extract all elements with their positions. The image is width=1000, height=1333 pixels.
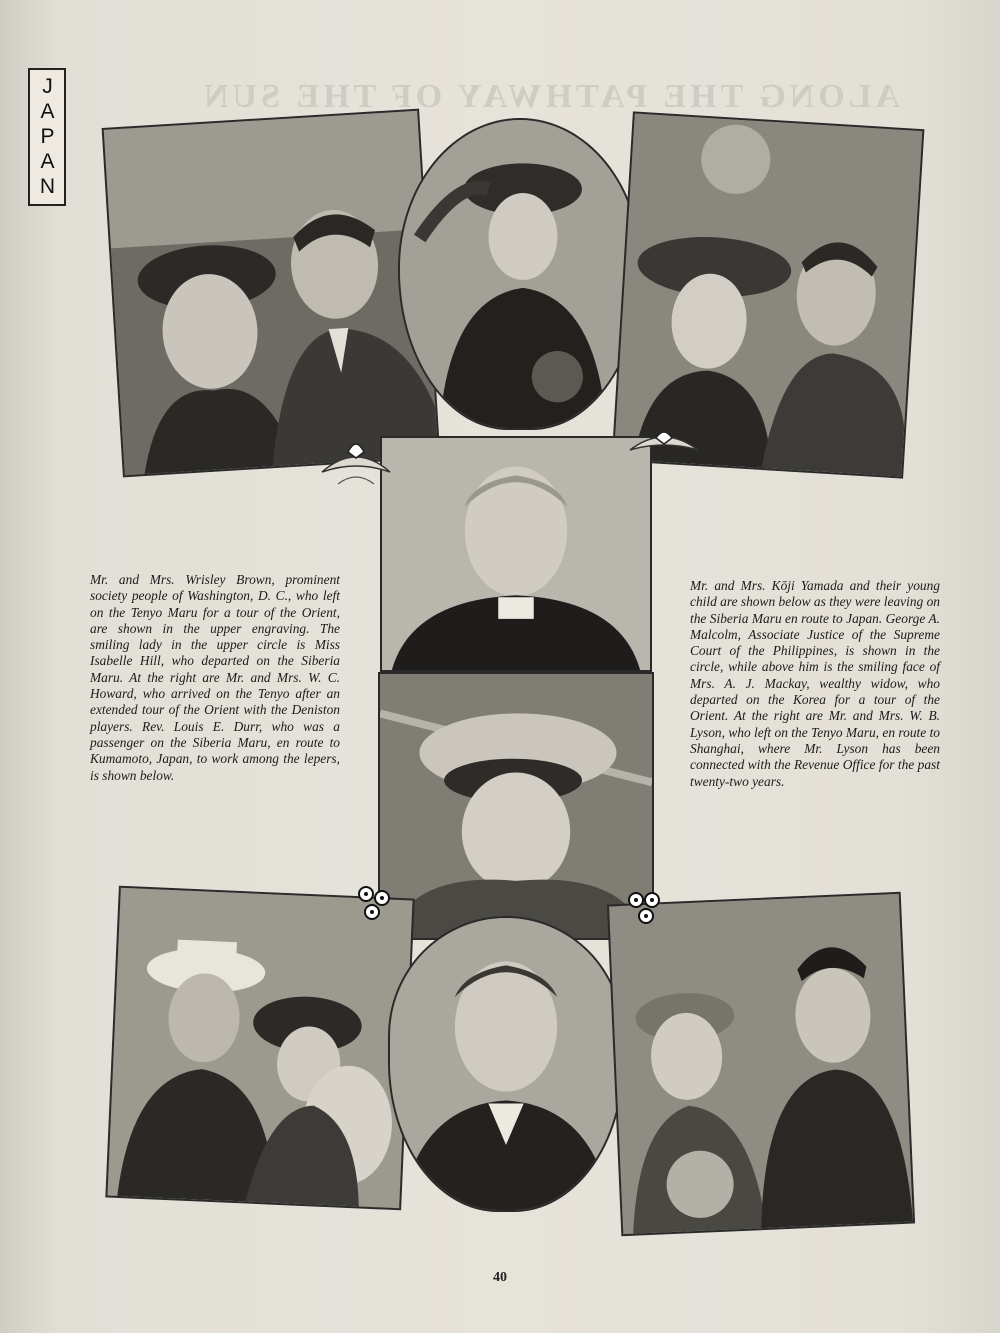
bird-ornament-left [318, 432, 394, 492]
flower-ornament-left [352, 882, 394, 924]
photo-wb-lyson [607, 892, 915, 1237]
flower-ornament-right [624, 888, 666, 930]
section-tab-label: JAPAN [36, 74, 59, 200]
photo-louis-durr [380, 436, 652, 672]
page-number: 40 [493, 1270, 507, 1285]
section-tab [28, 68, 66, 206]
bird-ornament-right [626, 424, 702, 464]
show-through-header: ALONG THE PATHWAY OF THE SUN [200, 78, 900, 115]
photo-wrisley-brown [102, 109, 441, 478]
photo-aj-mackay [378, 672, 654, 940]
photo-koji-yamada [105, 886, 414, 1211]
caption-right: Mr. and Mrs. Kōji Yamada and their young child are shown below as they were leaving on the Siberia Maru en route to Japan. George A. Malcolm, Associate Justice of the Supreme Court of the Philippines, is shown in the circle, while above him is the smiling face of Mrs. A. J. Mackay, wealthy widow, who departed on the Korea for a tour of the Orient. At the right are Mr. and Mrs. W. B. Lyson, who left on the Tenyo Maru, en route to Shanghai, where Mr. Lyson has been connected with the Revenue Office for the past twenty-two years. [690, 578, 940, 789]
photo-george-malcolm [388, 916, 624, 1212]
photo-isabelle-hill [398, 118, 642, 430]
caption-left: Mr. and Mrs. Wrisley Brown, prominent society people of Washington, D. C., who left on the Tenyo Maru for a tour of the Orient, are shown in the upper engraving. The smiling lady in the upper circle is Miss Isabelle Hill, who departed on the Siberia Maru. At the right are Mr. and Mrs. W. C. Howard, who arrived on the Tenyo after an extended tour of the Orient with the Deniston players. Rev. Louis E. Durr, who was a passenger on the Siberia Maru, en route to Kumamoto, Japan, to work among the lepers, is shown below. [90, 572, 340, 783]
